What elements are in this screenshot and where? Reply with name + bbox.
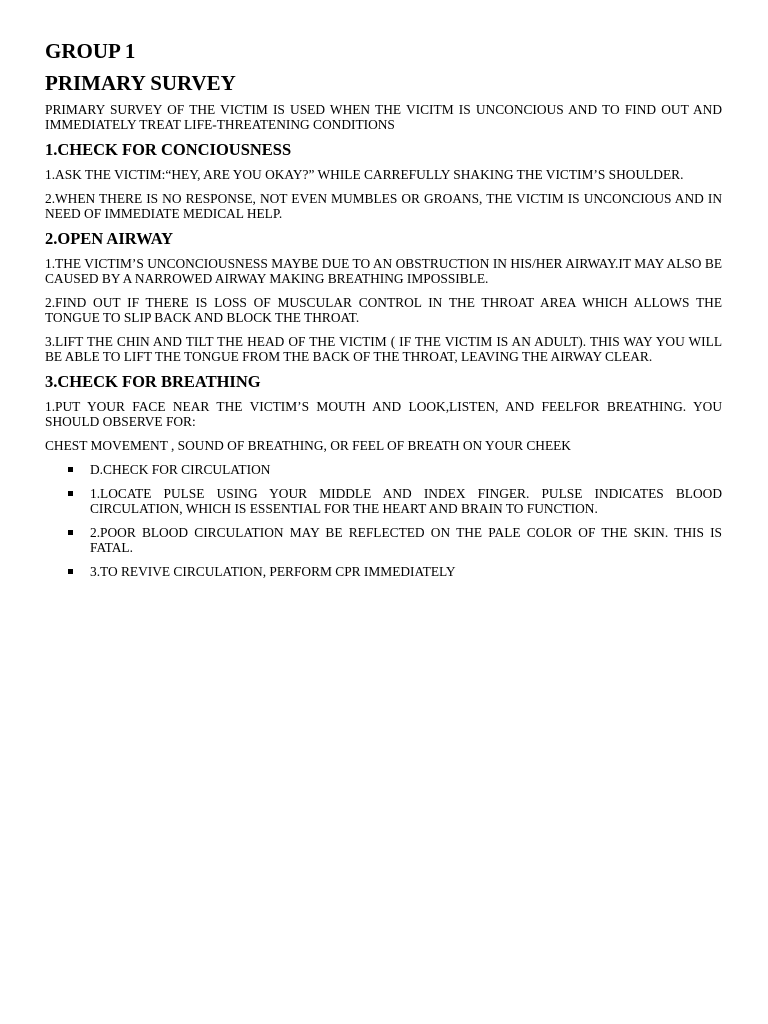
paragraph: CHEST MOVEMENT , SOUND OF BREATHING, OR FEEL OF BREATH ON YOUR CHEEK xyxy=(45,438,571,453)
paragraph: 1.ASK THE VICTIM:“HEY, ARE YOU OKAY?” WHILE CARREFULLY SHAKING THE VICTIM’S SHOULDER. xyxy=(45,167,684,182)
list-item xyxy=(45,525,722,555)
list-item xyxy=(45,486,722,516)
paragraph: 1.THE VICTIM’S UNCONCIOUSNESS MAYBE DUE TO AN OBSTRUCTION IN HIS/HER AIRWAY.IT MAY ALSO BE CAUSED BY A NARROWED AIRWAY MAKING BREATHING IMPOSSIBLE. xyxy=(45,256,722,286)
circulation-bullet-list xyxy=(45,462,722,579)
group-heading: GROUP 1 xyxy=(45,39,136,63)
section-heading-airway: 2.OPEN AIRWAY xyxy=(45,229,174,248)
square-bullet-icon xyxy=(68,530,73,535)
list-item-text: 3.TO REVIVE CIRCULATION, PERFORM CPR IMMEDIATELY xyxy=(90,564,456,579)
list-item xyxy=(45,462,722,477)
intro-paragraph: PRIMARY SURVEY OF THE VICTIM IS USED WHEN THE VICITM IS UNCONCIOUS AND TO FIND OUT AND IMMEDIATELY TREAT LIFE-THREATENING CONDITIONS xyxy=(45,102,722,132)
square-bullet-icon xyxy=(68,569,73,574)
square-bullet-icon xyxy=(68,491,73,496)
square-bullet-icon xyxy=(68,467,73,472)
paragraph: 1.PUT YOUR FACE NEAR THE VICTIM’S MOUTH AND LOOK,LISTEN, AND FEELFOR BREATHING. YOU SHOULD OBSERVE FOR: xyxy=(45,399,722,429)
list-item-text: 2.POOR BLOOD CIRCULATION MAY BE REFLECTED ON THE PALE COLOR OF THE SKIN. THIS IS FATAL. xyxy=(90,525,722,555)
list-item-text: 1.LOCATE PULSE USING YOUR MIDDLE AND INDEX FINGER. PULSE INDICATES BLOOD CIRCULATION, WHICH IS ESSENTIAL FOR THE HEART AND BRAIN TO FUNCTION. xyxy=(90,486,722,516)
paragraph: 2.FIND OUT IF THERE IS LOSS OF MUSCULAR CONTROL IN THE THROAT AREA WHICH ALLOWS THE TONGUE TO SLIP BACK AND BLOCK THE THROAT. xyxy=(45,295,722,325)
page-title: PRIMARY SURVEY xyxy=(45,71,236,95)
section-heading-consciousness: 1.CHECK FOR CONCIOUSNESS xyxy=(45,140,292,159)
paragraph: 3.LIFT THE CHIN AND TILT THE HEAD OF THE VICTIM ( IF THE VICTIM IS AN ADULT). THIS WAY YOU WILL BE ABLE TO LIFT THE TONGUE FROM THE BACK OF THE THROAT, LEAVING THE AIRWAY CLEAR. xyxy=(45,334,722,364)
paragraph: 2.WHEN THERE IS NO RESPONSE, NOT EVEN MUMBLES OR GROANS, THE VICTIM IS UNCONCIOUS AND IN NEED OF IMMEDIATE MEDICAL HELP. xyxy=(45,191,722,221)
list-item-text: D.CHECK FOR CIRCULATION xyxy=(90,462,271,477)
list-item xyxy=(45,564,722,579)
section-heading-breathing: 3.CHECK FOR BREATHING xyxy=(45,372,261,391)
